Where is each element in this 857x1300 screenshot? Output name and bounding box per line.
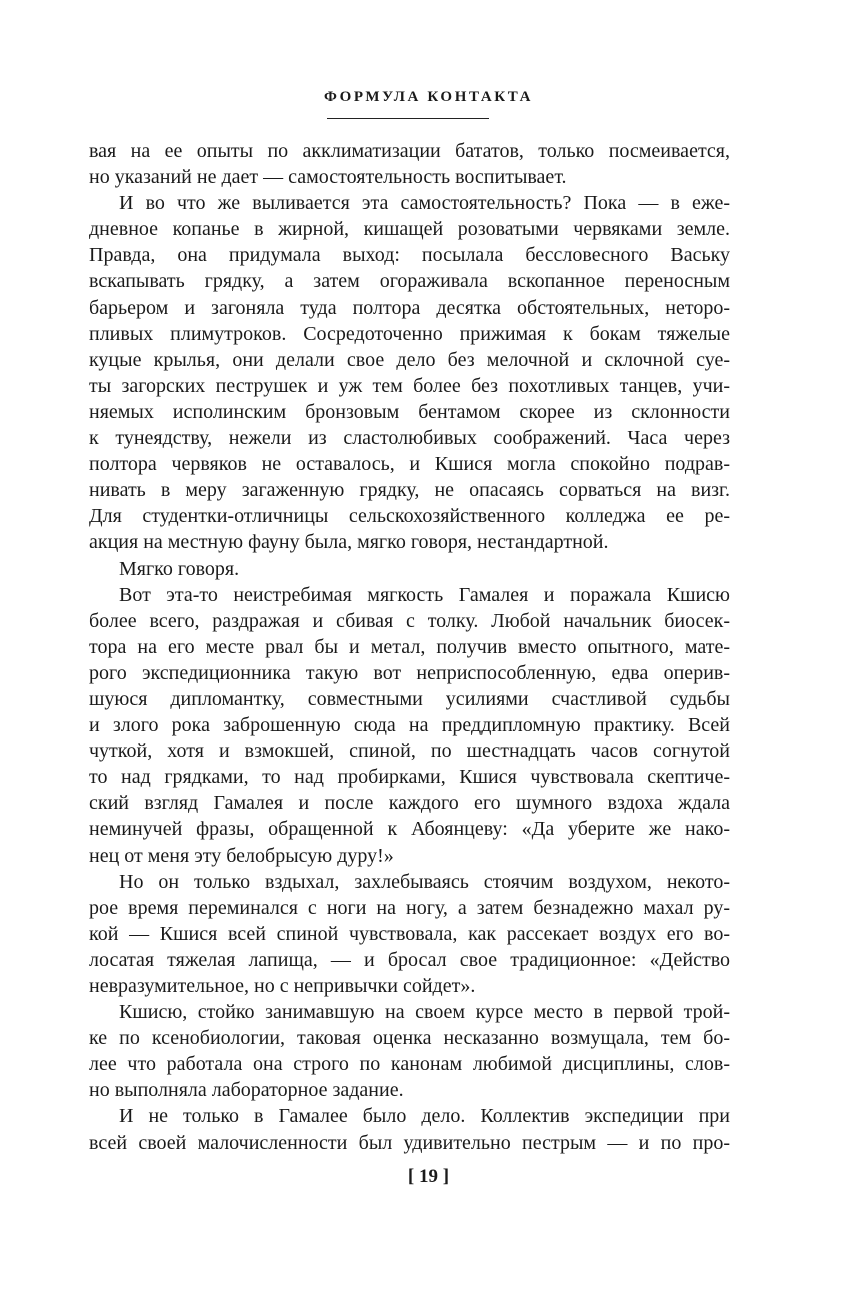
text-line: лее что работала она строго по канонам любимой дисциплины, слов- <box>89 1053 730 1076</box>
text-line: И во что же выливается эта самостоятельность? Пока — в еже- <box>119 192 730 215</box>
text-line: нивать в меру загаженную грядку, не опасаясь сорваться на визг. <box>89 479 730 502</box>
text-line: куцые крылья, они делали свое дело без мелочной и склочной суе- <box>89 348 730 371</box>
text-line: то над грядками, то над пробирками, Кшися чувствовала скептиче- <box>89 766 730 789</box>
text-line: И не только в Гамалее было дело. Коллектив экспедиции при <box>119 1105 730 1128</box>
text-line: няемых исполинским бронзовым бентамом скорее из склонности <box>89 400 730 423</box>
text-line: акция на местную фауну была, мягко говоря, нестандартной. <box>89 531 609 554</box>
text-line: рого экспедиционника такую вот неприспособленную, едва оперив- <box>89 661 730 684</box>
text-line: полтора червяков не оставалось, и Кшися могла спокойно подрав- <box>89 453 730 476</box>
text-line: Правда, она придумала выход: посылала бессловесного Ваську <box>89 244 730 267</box>
text-line: но выполняла лабораторное задание. <box>89 1079 404 1102</box>
text-line: чуткой, хотя и взмокшей, спиной, по шестнадцать часов согнутой <box>89 740 730 763</box>
text-line: неминучей фразы, обращенной к Абоянцеву: «Да уберите же нако- <box>89 818 730 841</box>
text-line: вая на ее опыты по акклиматизации бататов, только посмеивается, <box>89 140 730 162</box>
running-head: ФОРМУЛА КОНТАКТА <box>323 89 534 105</box>
text-line: шуюся дипломантку, совместными усилиями счастливой судьбы <box>89 687 730 710</box>
text-line: и злого рока заброшенную сюда на преддипломную практику. Всей <box>89 714 730 737</box>
text-line: Для студентки-отличницы сельскохозяйственного колледжа ее ре- <box>89 505 730 528</box>
text-line: Мягко говоря. <box>119 557 240 580</box>
text-line: рое время переминался с ноги на ногу, а затем безнадежно махал ру- <box>89 896 730 919</box>
text-line: Кшисю, стойко занимавшую на своем курсе место в первой трой- <box>119 1001 730 1024</box>
text-line: ский взгляд Гамалея и после каждого его шумного вздоха ждала <box>89 792 730 815</box>
text-line: лосатая тяжелая лапища, — и бросал свое традиционное: «Действо <box>89 948 730 971</box>
text-line: кой — Кшися всей спиной чувствовала, как рассекает воздух его во- <box>89 922 730 945</box>
text-line: дневное копанье в жирной, кишащей розоватыми червяками земле. <box>89 218 730 241</box>
text-line: пливых плимутроков. Сосредоточенно прижимая к бокам тяжелые <box>89 322 730 345</box>
text-line: всей своей малочисленности был удивительно пестрым — и по про- <box>89 1131 730 1154</box>
text-line: Но он только вздыхал, захлебываясь стоячим воздухом, некото- <box>119 870 730 893</box>
text-line: более всего, раздражая и сбивая с толку. Любой начальник биосек- <box>89 609 730 632</box>
text-line: Вот эта-то неистребимая мягкость Гамалея и поражала Кшисю <box>119 583 730 606</box>
text-line: нец от меня эту белобрысую дуру!» <box>89 844 394 867</box>
text-line: тора на его месте рвал бы и метал, получив вместо опытного, мате- <box>89 635 730 658</box>
text-line: но указаний не дает — самостоятельность воспитывает. <box>89 166 567 189</box>
page-number: [ 19 ] <box>407 1166 450 1187</box>
running-head-rule <box>327 118 489 119</box>
text-line: к тунеядству, нежели из сластолюбивых соображений. Часа через <box>89 427 730 450</box>
text-line: барьером и загоняла туда полтора десятка обстоятельных, неторо- <box>89 296 730 319</box>
text-line: невразумительное, но с непривычки сойдет». <box>89 975 476 997</box>
text-line: ты загорских пеструшек и уж тем более без похотливых танцев, учи- <box>89 374 730 397</box>
text-line: ке по ксенобиологии, таковая оценка несказанно возмущала, тем бо- <box>89 1027 730 1050</box>
body-text <box>89 138 730 1156</box>
text-line: вскапывать грядку, а затем огораживала вскопанное переносным <box>89 270 730 293</box>
